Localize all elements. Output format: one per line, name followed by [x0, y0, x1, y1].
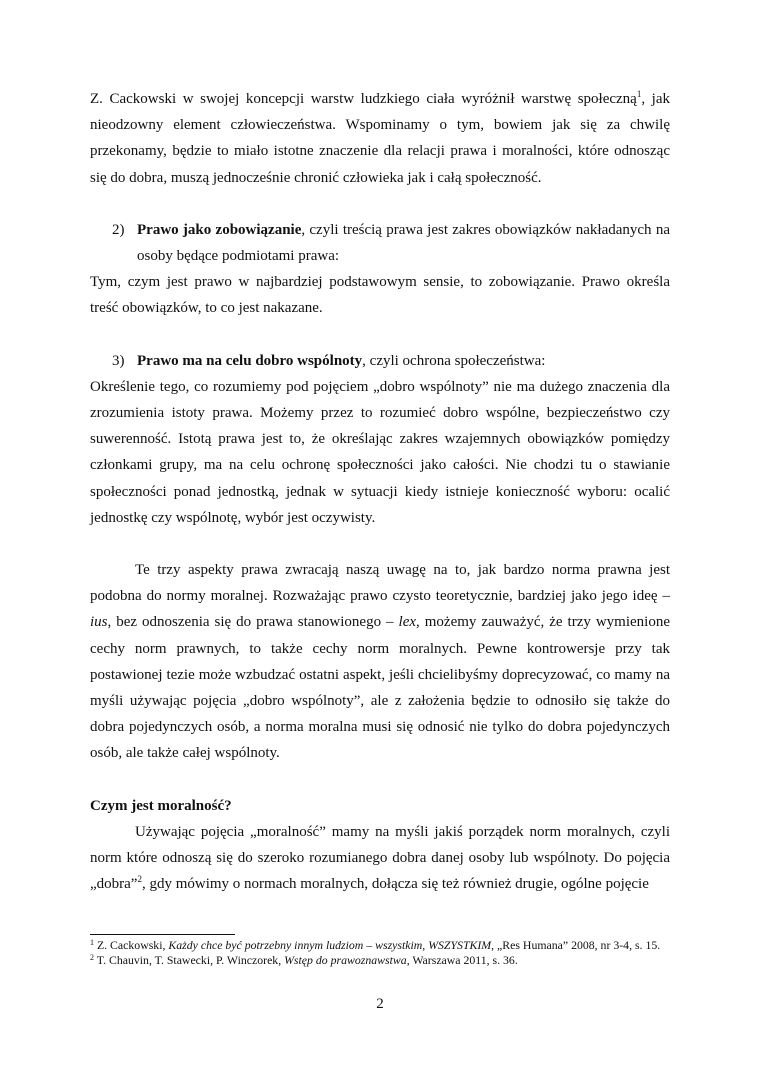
aspects-text-1: Te trzy aspekty prawa zwracają naszą uwagę na to, jak bardzo norma prawna jest podobna do normy moralnej. Rozważając prawo czysto teoretycznie, bardziej jako jego ideę – — [90, 562, 670, 605]
list-item-2 — [90, 217, 670, 269]
footnote-ref-2[interactable]: 2 — [137, 874, 142, 885]
list-number-3: 3) — [112, 352, 125, 369]
item-2-explanation: Tym, czym jest prawo w najbardziej podstawowym sensie, to zobowiązanie. Prawo określa treść obowiązków, to co jest nakazane. — [90, 274, 670, 317]
morality-paragraph — [90, 819, 670, 898]
footnote-1-text: Z. Cackowski, — [94, 938, 169, 952]
term-ius: ius — [90, 614, 108, 631]
list-item-3-title: Prawo ma na celu dobro wspólnoty — [137, 352, 363, 369]
list-item-3 — [90, 348, 670, 374]
footnote-2-text: T. Chauvin, T. Stawecki, P. Winczorek, — [94, 952, 285, 967]
list-item-2-title: Prawo jako zobowiązanie — [137, 221, 302, 238]
morality-text: Używając pojęcia „moralność” mamy na myśli jakiś porządek norm moralnych, czyli norm które odnoszą się do szeroko rozumianego dobra danej osoby lub wspólnoty. Do pojęcia „dobra” — [90, 823, 670, 893]
footnote-2-title: Wstęp do prawoznawstwa — [284, 952, 407, 967]
footnote-1 — [90, 938, 670, 953]
intro-paragraph — [90, 86, 670, 191]
item-3-explanation: Określenie tego, co rozumiemy pod pojęciem „dobro wspólnoty” nie ma dużego znaczenia dla zrozumienia istoty prawa. Możemy przez to rozumieć dobro wspólne, bezpieczeństwo czy suwerenność. Istotą prawa jest to, że określając zakres wzajemnych obowiązków pomiędzy członkami grupy, ma na celu ochronę społeczności jako całości. Nie chodzi tu o stawianie społeczności ponad jednostką, jednak w sytuacji kiedy istnieje konieczność wyboru: ocalić jednostkę czy wspólnotę, wybór jest oczywisty. — [90, 378, 670, 526]
list-item-3-text: , czyli ochrona społeczeństwa: — [362, 352, 546, 369]
morality-text-continued: , gdy mówimy o normach moralnych, dołącza się też również drugie, ogólne pojęcie — [141, 876, 649, 893]
footnotes — [90, 938, 670, 967]
footnote-1-number: 1 — [90, 938, 94, 947]
aspects-text-2: , bez odnoszenia się do prawa stanowionego – — [107, 614, 399, 631]
intro-text: Z. Cackowski w swojej koncepcji warstw ludzkiego ciała wyróżnił warstwę społeczną — [90, 91, 637, 107]
document-body — [90, 86, 670, 897]
page-number: 2 — [376, 996, 384, 1012]
aspects-paragraph — [90, 557, 670, 767]
intro-text-continued: , jak nieodzowny element człowieczeństwa. Wspominamy o tym, bowiem jak się za chwilę przekonamy, będzie to miało istotne znaczenie dla relacji prawa i moralności, które odnosząc się do dobra, muszą jednocześnie chronić człowieka jak i całą społeczność. — [90, 91, 671, 186]
footnote-2 — [90, 953, 670, 968]
footnote-2-source: , Warszawa 2011, s. 36. — [406, 952, 518, 967]
footnote-2-number: 2 — [90, 952, 94, 962]
footnote-ref-1[interactable]: 1 — [636, 89, 642, 99]
footnote-1-title: Każdy chce być potrzebny innym ludziom – wszystkim, WSZYSTKIM — [168, 938, 492, 952]
footnote-1-source: , „Res Humana” 2008, nr 3-4, s. 15. — [491, 938, 661, 952]
footnote-separator — [90, 934, 235, 935]
aspects-text-3: , możemy zauważyć, że trzy wymienione cechy norm prawnych, to także cechy norm moralnych. Pewne kontrowersje przy tak postawionej tezie może wzbudzać ostatni aspekt, jeśli chcielibyśmy doprecyzować, co mamy na myśli używając pojęcia „dobro wspólnoty”, ale z założenia będzie to odnosiło się także do dobra pojedynczych osób, a norma moralna musi się odnosić nie tylko do dobra pojedynczych osób, ale także całej wspólnoty. — [90, 614, 670, 762]
term-lex: lex — [398, 614, 417, 631]
list-item-2-text: , czyli treścią prawa jest zakres obowiązków nakładanych na osoby będące podmiotami prawa: — [137, 221, 670, 265]
list-number-2: 2) — [112, 221, 125, 238]
section-heading: Czym jest moralność? — [90, 797, 232, 814]
